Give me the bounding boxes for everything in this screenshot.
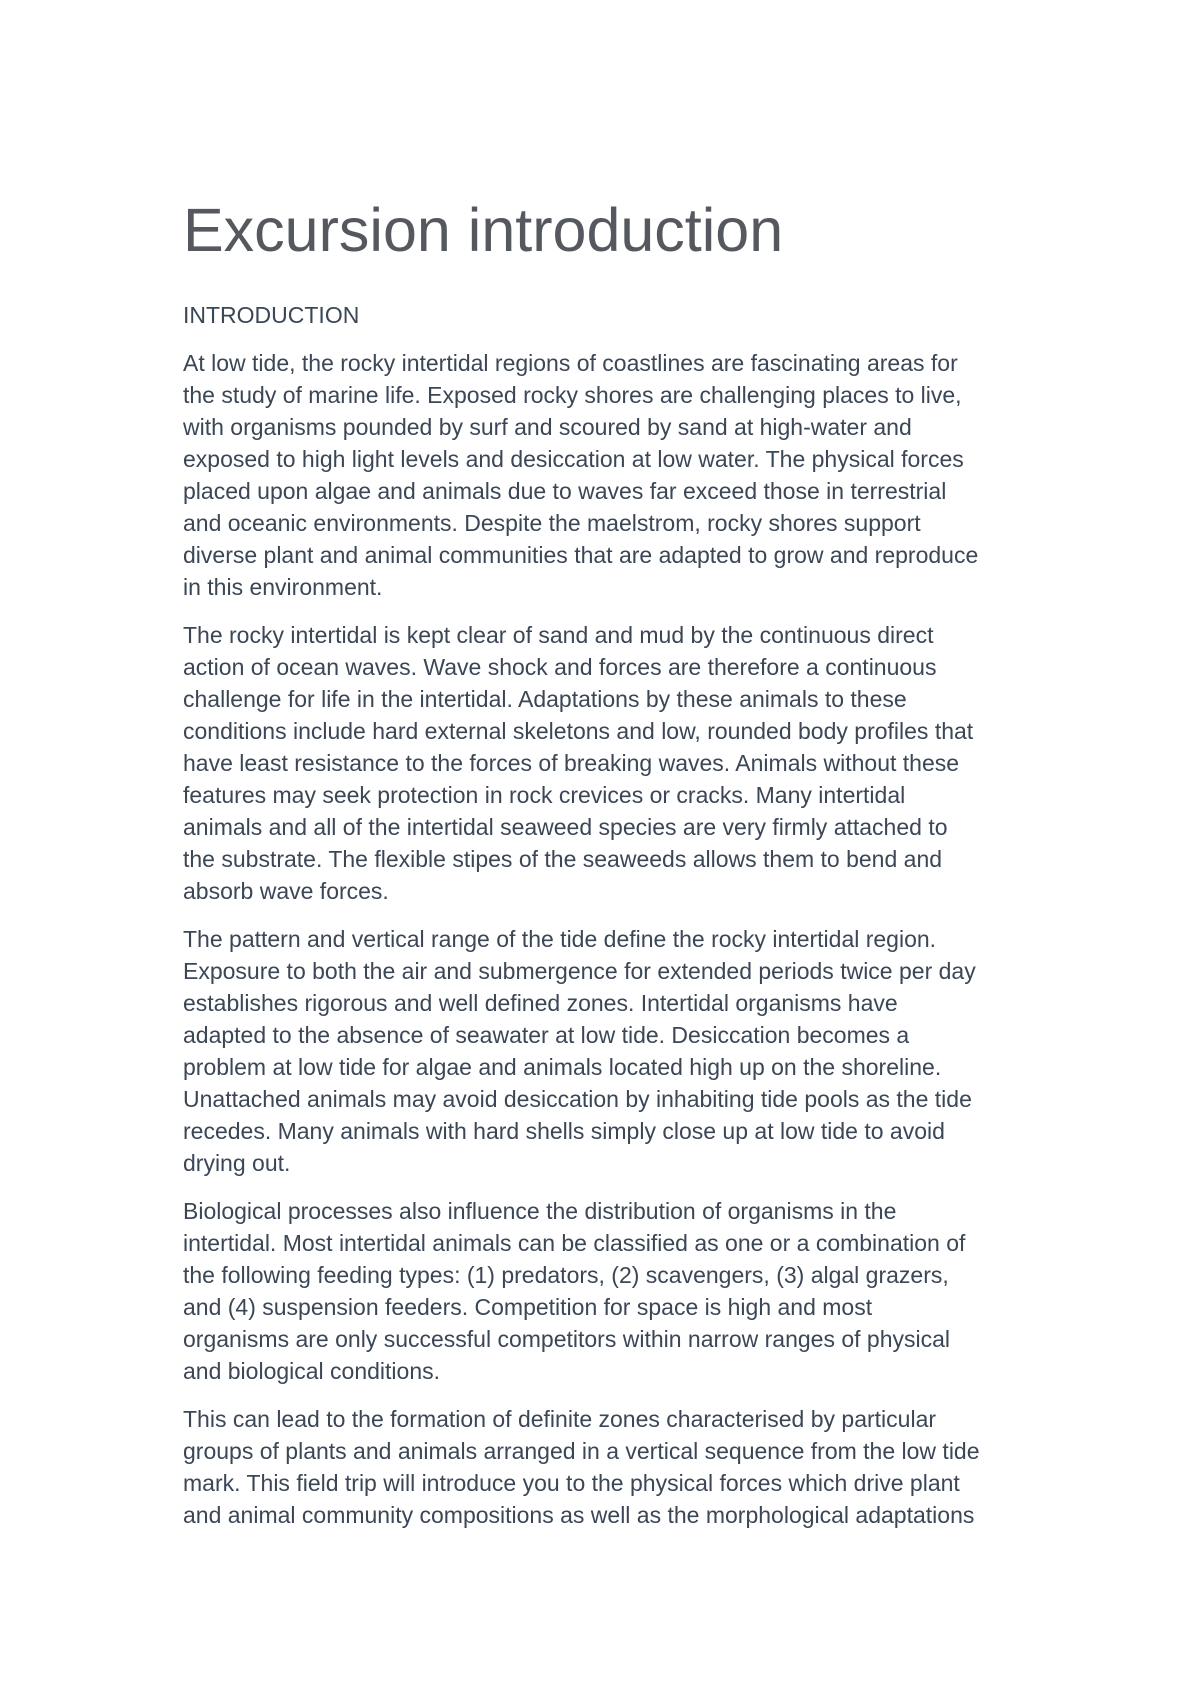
paragraph-wave-forces: The rocky intertidal is kept clear of sand and mud by the continuous direct action of ocean waves. Wave shock and forces are therefore a continuous challenge for life in the intertidal. Adaptations by these animals to these conditions include hard external skeletons and low, rounded body profiles that have least resistance to the forces of breaking waves. Animals without these features may seek protection in rock crevices or cracks. Many intertidal animals and all of the intertidal seaweed species are very firmly attached to the substrate. The flexible stipes of the seaweeds allows them to bend and absorb wave forces. xyxy=(183,622,974,904)
paragraph-low-tide: At low tide, the rocky intertidal regions of coastlines are fascinating areas for the study of marine life. Exposed rocky shores are challenging places to live, with organisms pounded by surf and scoured by sand at high-water and exposed to high light levels and desiccation at low water. The physical forces placed upon algae and animals due to waves far exceed those in terrestrial and oceanic environments. Despite the maelstrom, rocky shores support diverse plant and animal communities that are adapted to grow and reproduce in this environment. xyxy=(183,350,979,600)
page-title: Excursion introduction xyxy=(183,196,784,264)
section-heading: INTRODUCTION xyxy=(183,302,360,328)
paragraph-zone-formation: This can lead to the formation of definite zones characterised by particular groups of plants and animals arranged in a vertical sequence from the low tide mark. This field trip will introduce you to the physical forces which drive plant and animal community compositions as well as the morphological adaptations xyxy=(183,1406,980,1528)
paragraph-biological-processes: Biological processes also influence the distribution of organisms in the intertidal. Most intertidal animals can be classified as one or a combination of the following feeding types: (1) predators, (2) scavengers, (3) algal grazers, and (4) suspension feeders. Competition for space is high and most organisms are only successful competitors within narrow ranges of physical and biological conditions. xyxy=(183,1198,966,1384)
paragraph-tide-zones: The pattern and vertical range of the tide define the rocky intertidal region. Exposure to both the air and submergence for extended periods twice per day establishes rigorous and well defined zones. Intertidal organisms have adapted to the absence of seawater at low tide. Desiccation becomes a problem at low tide for algae and animals located high up on the shoreline. Unattached animals may avoid desiccation by inhabiting tide pools as the tide recedes. Many animals with hard shells simply close up at low tide to avoid drying out. xyxy=(183,926,976,1176)
document-body xyxy=(183,195,1043,1531)
